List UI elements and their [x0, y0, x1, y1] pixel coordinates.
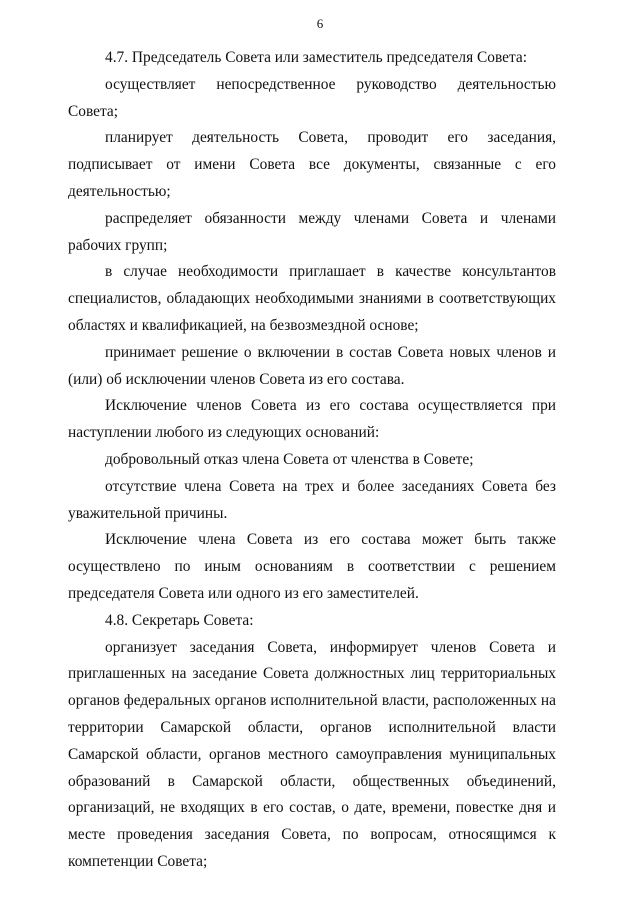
- page-number: 6: [316, 16, 324, 31]
- paragraph: принимает решение о включении в состав Совета новых членов и (или) об исключении членов Совета из его состава.: [68, 343, 556, 388]
- paragraph: добровольный отказ члена Совета от членства в Совете;: [105, 450, 474, 468]
- paragraph: распределяет обязанности между членами Совета и членами рабочих групп;: [68, 209, 556, 254]
- paragraph: отсутствие члена Совета на трех и более заседаниях Совета без уважительной причины.: [68, 477, 556, 522]
- document-body: [68, 45, 556, 876]
- paragraph: Исключение члена Совета из его состава может быть также осуществлено по иным основаниям в соответствии с решением председателя Совета или одного из его заместителей.: [68, 531, 556, 602]
- paragraph-4-8-heading: 4.8. Секретарь Совета:: [105, 611, 254, 629]
- paragraph-4-7-heading: 4.7. Председатель Совета или заместитель председателя Совета:: [105, 49, 527, 66]
- paragraph: осуществляет непосредственное руководство деятельностью Совета;: [68, 75, 556, 120]
- paragraph: в случае необходимости приглашает в качестве консультантов специалистов, обладающих необходимыми знаниями в соответствующих областях и квалификацией, на безвозмездной основе;: [68, 263, 556, 334]
- paragraph: планирует деятельность Совета, проводит его заседания, подписывает от имени Совета все документы, связанные с его деятельностью;: [68, 129, 556, 200]
- paragraph: организует заседания Совета, информирует членов Совета и приглашенных на заседание Совета должностных лиц территориальных органов федеральных органов исполнительной власти, расположенных на территории Самарской области, органов исполнительной власти Самарской области, органов местного самоуправления муниципальных образований в Самарской области, общественных объединений, организаций, не входящих в его состав, о дате, времени, повестке дня и месте проведения заседания Совета, по вопросам, относящимся к компетенции Совета;: [68, 638, 556, 870]
- paragraph: Исключение членов Совета из его состава осуществляется при наступлении любого из следующих оснований:: [68, 397, 556, 442]
